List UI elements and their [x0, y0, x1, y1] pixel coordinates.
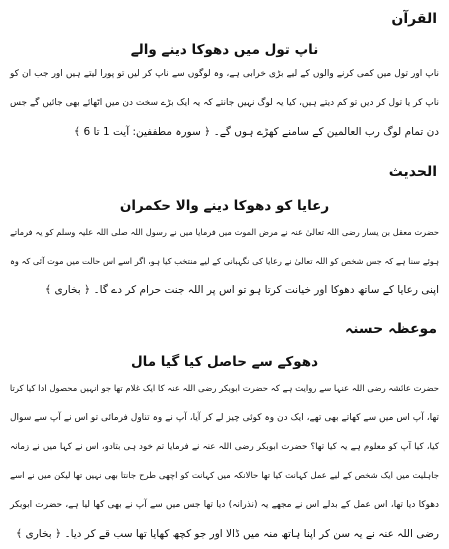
mauiza-line: دھوکا دیا تھا، اس عمل کے بدلے اس نے مجھے یہ (نذرانہ) دیا تھا جس میں سے آپ نے بھی کھا لیا ہے، حضرت ابوبکر — [10, 500, 439, 510]
mauiza-line: تھا، آپ اس میں سے کھاتے بھی تھے، ایک دن وہ کوئی چیز لے کر آیا، آپ نے وہ تناول فرمائی تو اس نے آپ سے سوال — [10, 413, 439, 423]
quran-paragraph — [10, 60, 439, 147]
mauiza-line: کیا، کیا آپ کو معلوم ہے یہ کیا تھا؟ حضرت ابوبکر رضی اللہ عنہ نے فرمایا تم خود ہی بتادو، اس نے کہا میں نے زمانہ — [10, 442, 439, 452]
mauiza-line: رضی اللہ عنہ نے یہ سن کر اپنا ہاتھ منہ میں ڈالا اور جو کچھ کھایا تھا سب قے کر دیا۔ ﴿ بخاری ﴾ — [15, 528, 439, 540]
hadith-line: اپنی رعایا کے ساتھ دھوکا اور خیانت کرتا ہو تو اس پر اللہ جنت حرام کر دے گا۔ ﴿ بخاری ﴾ — [44, 284, 439, 296]
hadith-line: ہوئے سنا ہے کہ جس شخص کو اللہ تعالیٰ نے رعایا کی نگہبانی کے لیے منتخب کیا ہو، اگر اسے اس حالت میں موت آئی کہ وہ — [10, 256, 439, 266]
mauiza-heading: موعظہ حسنہ — [345, 321, 437, 337]
mauiza-title: دھوکے سے حاصل کیا گیا مال — [130, 354, 319, 370]
quran-line: دن تمام لوگ رب العالمین کے سامنے کھڑے ہوں گے۔ ﴿ سورہ مطففین: آیت 1 تا 6 ﴾ — [73, 126, 439, 138]
mauiza-paragraph — [10, 375, 439, 549]
quran-heading: القرآن — [391, 11, 437, 27]
hadith-line: حضرت معقل بن یسار رضی اللہ تعالیٰ عنہ نے مرض الموت میں فرمایا میں نے رسول اللہ صلی اللہ علیہ وسلم کو یہ فرماتے — [10, 227, 439, 237]
quran-line: ناپ کر یا تول کر دیں تو کم دیتے ہیں، کیا یہ لوگ نہیں جانتے کہ یہ ایک بڑے سخت دن میں اٹھائے بھی جائیں گے جس — [10, 98, 439, 108]
mauiza-line: حضرت عائشہ رضی اللہ عنہا سے روایت ہے کہ حضرت ابوبکر رضی اللہ عنہ کا ایک غلام تھا جو انہیں محصول ادا کیا کرتا — [9, 384, 439, 394]
mauiza-line: جاہلیت میں ایک شخص کے لیے عمل کہانت کیا تھا حالانکہ میں کہانت کو اچھی طرح جانتا بھی نہیں تھا لیکن میں نے اسے — [10, 471, 439, 481]
hadith-heading: الحدیث — [388, 164, 437, 180]
quran-title: ناپ تول میں دھوکا دینے والے — [130, 42, 319, 58]
hadith-title: رعایا کو دھوکا دینے والا حکمران — [119, 198, 330, 214]
quran-line: ناپ اور تول میں کمی کرنے والوں کے لیے بڑی خرابی ہے، وہ لوگوں سے ناپ کر لیں تو پورا لیتے ہیں اور جب ان کو — [10, 69, 439, 79]
hadith-paragraph — [10, 218, 439, 305]
